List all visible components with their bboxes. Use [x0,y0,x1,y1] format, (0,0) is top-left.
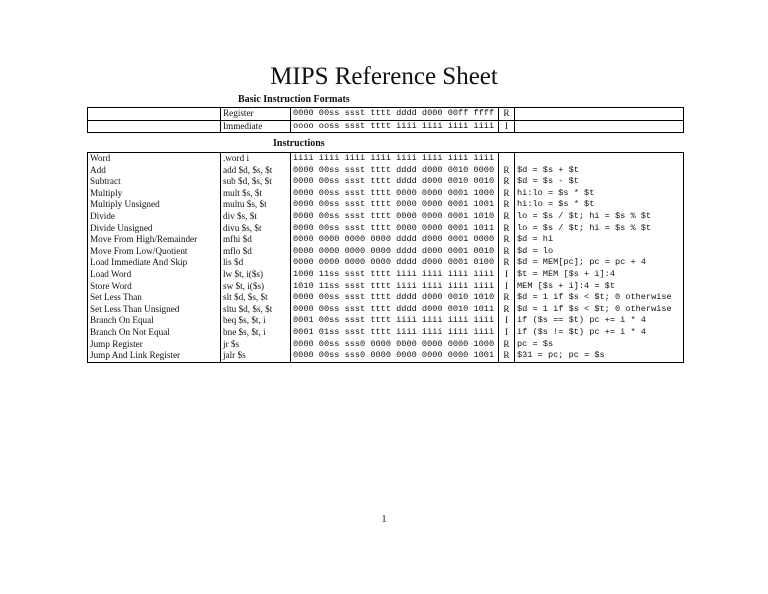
format-row [88,120,684,133]
instruction-bits-cell: 0000 00ss ssst tttt dddd d000 0010 0010 [291,176,499,188]
instruction-syntax-cell: beq $s, $t, i [221,315,291,327]
instruction-type-cell: R [499,211,515,223]
instruction-syntax-cell: div $s, $t [221,211,291,223]
instruction-effect-cell: $d = 1 if $s < $t; 0 otherwise [515,304,684,316]
instruction-syntax-cell: add $d, $s, $t [221,165,291,177]
instruction-syntax-cell: jr $s [221,339,291,351]
instruction-bits-cell: 0000 0000 0000 0000 dddd d000 0001 0000 [291,234,499,246]
instruction-effect-cell: hi:lo = $s * $t [515,199,684,211]
instruction-row [88,315,684,327]
instruction-name-cell: Multiply [88,188,221,200]
instruction-type-cell: R [499,350,515,362]
instruction-name-cell: Move From High/Remainder [88,234,221,246]
instruction-syntax-cell: mflo $d [221,246,291,258]
instruction-name-cell: Multiply Unsigned [88,199,221,211]
instruction-syntax-cell: sub $d, $s, $t [221,176,291,188]
instruction-row [88,304,684,316]
instruction-bits-cell: 0000 00ss sss0 0000 0000 0000 0000 1000 [291,339,499,351]
instruction-type-cell: I [499,281,515,293]
instruction-syntax-cell: lis $d [221,257,291,269]
format-type-cell: I [499,120,515,133]
instruction-bits-cell: 0000 00ss ssst tttt dddd d000 0010 1010 [291,292,499,304]
instruction-row [88,327,684,339]
instruction-effect-cell: $d = lo [515,246,684,258]
instruction-syntax-cell: jalr $s [221,350,291,362]
instruction-name-cell: Subtract [88,176,221,188]
format-type-cell: R [499,108,515,121]
instruction-syntax-cell: .word i [221,153,291,165]
instruction-row [88,188,684,200]
instruction-bits-cell: 0000 00ss ssst tttt dddd d000 0010 1011 [291,304,499,316]
instruction-type-cell: R [499,165,515,177]
instruction-type-cell: R [499,176,515,188]
instruction-type-cell: I [499,315,515,327]
instruction-bits-cell: 0001 00ss ssst tttt iiii iiii iiii iiii [291,315,499,327]
instruction-row [88,176,684,188]
instruction-bits-cell: iiii iiii iiii iiii iiii iiii iiii iiii [291,153,499,165]
page-title: MIPS Reference Sheet [270,63,498,90]
instruction-name-cell: Branch On Not Equal [88,327,221,339]
instruction-row [88,339,684,351]
instruction-effect-cell: MEM [$s + i]:4 = $t [515,281,684,293]
instruction-bits-cell: 1010 11ss ssst tttt iiii iiii iiii iiii [291,281,499,293]
instruction-row [88,257,684,269]
instruction-syntax-cell: bne $s, $t, i [221,327,291,339]
instruction-row [88,246,684,258]
instruction-effect-cell: if ($s != $t) pc += i * 4 [515,327,684,339]
instruction-name-cell: Divide Unsigned [88,223,221,235]
instruction-name-cell: Load Immediate And Skip [88,257,221,269]
instruction-type-cell: R [499,304,515,316]
instruction-type-cell: R [499,257,515,269]
instruction-effect-cell: $d = $s + $t [515,165,684,177]
instruction-type-cell [499,153,515,165]
instruction-effect-cell: $d = $s - $t [515,176,684,188]
instruction-syntax-cell: multu $s, $t [221,199,291,211]
format-spacer-cell [88,120,221,133]
instruction-type-cell: R [499,246,515,258]
instruction-bits-cell: 0000 00ss ssst tttt 0000 0000 0001 1001 [291,199,499,211]
instruction-bits-cell: 0001 01ss ssst tttt iiii iiii iiii iiii [291,327,499,339]
formats-table [87,107,684,133]
instruction-name-cell: Branch On Equal [88,315,221,327]
format-name-cell: Register [221,108,291,121]
instruction-row [88,292,684,304]
format-empty-cell [515,108,684,121]
instruction-row [88,211,684,223]
instruction-syntax-cell: slt $d, $s, $t [221,292,291,304]
instruction-type-cell: R [499,223,515,235]
format-bits-cell: oooo ooss ssst tttt iiii iiii iiii iiii [291,120,499,133]
instruction-name-cell: Store Word [88,281,221,293]
instruction-effect-cell: lo = $s / $t; hi = $s % $t [515,223,684,235]
instruction-bits-cell: 0000 0000 0000 0000 dddd d000 0001 0010 [291,246,499,258]
instructions-table [87,152,684,363]
instruction-bits-cell: 0000 00ss ssst tttt dddd d000 0010 0000 [291,165,499,177]
instruction-effect-cell: lo = $s / $t; hi = $s % $t [515,211,684,223]
instruction-type-cell: R [499,292,515,304]
instruction-row [88,350,684,362]
instruction-bits-cell: 0000 00ss ssst tttt 0000 0000 0001 1011 [291,223,499,235]
instruction-syntax-cell: divu $s, $t [221,223,291,235]
instruction-row [88,153,684,165]
formats-section-title: Basic Instruction Formats [238,94,350,105]
instruction-bits-cell: 1000 11ss ssst tttt iiii iiii iiii iiii [291,269,499,281]
page-number: 1 [381,514,387,525]
instruction-effect-cell: $31 = pc; pc = $s [515,350,684,362]
instruction-syntax-cell: sltu $d, $s, $t [221,304,291,316]
instruction-name-cell: Move From Low/Quotient [88,246,221,258]
instruction-bits-cell: 0000 00ss ssst tttt 0000 0000 0001 1010 [291,211,499,223]
instruction-bits-cell: 0000 00ss sss0 0000 0000 0000 0000 1001 [291,350,499,362]
instruction-effect-cell: $t = MEM [$s + i]:4 [515,269,684,281]
instruction-row [88,165,684,177]
format-name-cell: Immediate [221,120,291,133]
instruction-effect-cell: pc = $s [515,339,684,351]
instruction-effect-cell: hi:lo = $s * $t [515,188,684,200]
instruction-syntax-cell: lw $t, i($s) [221,269,291,281]
instruction-name-cell: Jump Register [88,339,221,351]
instruction-type-cell: R [499,199,515,211]
instruction-bits-cell: 0000 00ss ssst tttt 0000 0000 0001 1000 [291,188,499,200]
instruction-row [88,223,684,235]
instruction-syntax-cell: mfhi $d [221,234,291,246]
instruction-type-cell: I [499,327,515,339]
instruction-effect-cell: if ($s == $t) pc += i * 4 [515,315,684,327]
instruction-name-cell: Word [88,153,221,165]
format-bits-cell: 0000 00ss ssst tttt dddd d000 00ff ffff [291,108,499,121]
instruction-row [88,281,684,293]
instruction-name-cell: Load Word [88,269,221,281]
instruction-name-cell: Set Less Than [88,292,221,304]
instruction-type-cell: R [499,339,515,351]
instruction-name-cell: Jump And Link Register [88,350,221,362]
instruction-row [88,269,684,281]
instruction-effect-cell: $d = MEM[pc]; pc = pc + 4 [515,257,684,269]
format-empty-cell [515,120,684,133]
instruction-syntax-cell: sw $t, i($s) [221,281,291,293]
format-row [88,108,684,121]
instruction-effect-cell: $d = hi [515,234,684,246]
instruction-bits-cell: 0000 0000 0000 0000 dddd d000 0001 0100 [291,257,499,269]
instruction-type-cell: R [499,234,515,246]
instruction-row [88,234,684,246]
instruction-type-cell: I [499,269,515,281]
instruction-type-cell: R [499,188,515,200]
instruction-effect-cell [515,153,684,165]
instruction-effect-cell: $d = 1 if $s < $t; 0 otherwise [515,292,684,304]
instruction-name-cell: Divide [88,211,221,223]
instruction-row [88,199,684,211]
instruction-syntax-cell: mult $s, $t [221,188,291,200]
instruction-name-cell: Add [88,165,221,177]
format-spacer-cell [88,108,221,121]
instruction-name-cell: Set Less Than Unsigned [88,304,221,316]
instructions-section-title: Instructions [273,138,325,149]
